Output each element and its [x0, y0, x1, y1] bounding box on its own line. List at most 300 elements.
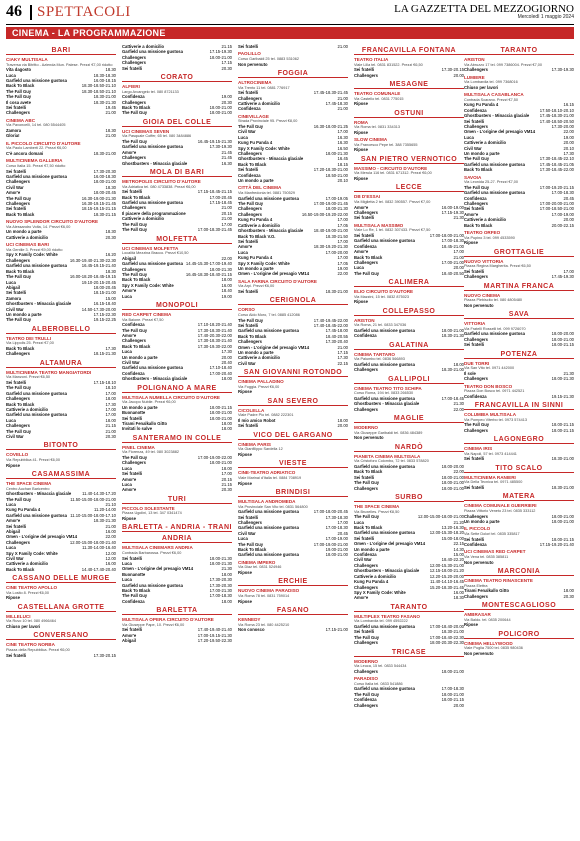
- film-showtimes: 17.00-18.30: [325, 525, 348, 531]
- film-title: Amor'e: [354, 249, 369, 255]
- cinema-address: Piazza Don Bosco tel. 0971 442521: [464, 389, 525, 394]
- city-heading: ALBEROBELLO: [6, 326, 116, 334]
- city-heading: BITONTO: [6, 442, 116, 450]
- film-row: [354, 486, 464, 491]
- issue-date: Mercoledì 1 maggio 2024: [517, 14, 574, 20]
- film-showtimes: 17.00-18.40-22.30: [429, 634, 464, 640]
- film-title: Sei fratelli: [238, 44, 259, 49]
- cinema-address: Corso Italia tel. 0833 541886: [354, 681, 403, 686]
- film-showtimes: 18.00: [221, 277, 232, 283]
- film-row: [464, 542, 574, 547]
- film-title: Abigail: [122, 638, 136, 644]
- film-title: The Fall Guy: [354, 691, 380, 697]
- film-showtimes: 18.00-21.30: [209, 266, 232, 272]
- film-title: Amor'e: [464, 211, 479, 217]
- cinema-address: Via Napoli, 57 tel. 0973 414441: [464, 451, 517, 456]
- film-row: [122, 638, 232, 643]
- film-title: Sei fratelli: [464, 456, 485, 462]
- film-row: [122, 161, 232, 166]
- film-row: [122, 294, 232, 299]
- film-title: The Fall Guy: [122, 227, 148, 233]
- film-title: Abigail: [6, 529, 20, 535]
- city-heading: BARLETTA - ANDRIA - TRANI: [122, 524, 232, 532]
- cinema-address: Via Foggia. Prezzi €6,00: [238, 384, 280, 389]
- city-heading: CASTELLANA GROTTE: [6, 604, 116, 612]
- film-showtimes: 18.30-21.15: [93, 211, 116, 217]
- city-heading: SAN SEVERO: [238, 398, 348, 406]
- film-showtimes: 11.50-15.00-18.00-21.00: [70, 496, 116, 502]
- city-heading: MONOPOLI: [122, 302, 232, 310]
- film-title: Garfield una missione gustosa: [238, 509, 299, 515]
- film-title: Back To Black: [6, 211, 35, 217]
- film-title: Garfield una missione gustosa: [122, 261, 183, 267]
- cinema-name: VITTORIA: [464, 321, 486, 327]
- film-row: [122, 227, 232, 232]
- film-title: Challengers: [464, 513, 488, 519]
- film-showtimes: 18.00-21.30: [209, 555, 232, 561]
- cinema-name: TEATRO ORFEO: [464, 230, 501, 236]
- film-showtimes: 20.30: [221, 65, 232, 71]
- film-title: Kung Fu Panda 4: [238, 140, 273, 146]
- film-showtimes: 21.00: [105, 428, 116, 434]
- film-title: Civil War: [238, 129, 256, 135]
- cinema-address: Via Miglietta 2 tel. 0832 390557. Prezzi €7,00: [354, 199, 431, 204]
- city-heading: FOGGIA: [238, 70, 348, 78]
- cinema-name: PAOLILLO: [238, 51, 261, 57]
- film-showtimes: 17.00-19.00-21.45: [313, 201, 348, 207]
- film-showtimes: 17.30-20.00: [551, 124, 574, 129]
- cinema-name: NUOVO CINEMA: [464, 292, 501, 298]
- film-row: [6, 151, 116, 156]
- cinema-address: Corso Roma, 194 tel. 0833 266530: [354, 391, 414, 396]
- film-title: Un mondo a parte: [464, 151, 500, 157]
- film-showtimes: 18.00-21.00: [441, 474, 464, 480]
- film-title: Un mondo a parte: [122, 404, 158, 410]
- film-title: Ghostbusters - Minaccia glaciale: [6, 491, 72, 497]
- film-row: [122, 110, 232, 115]
- film-showtimes: 17.30: [337, 355, 348, 361]
- cinema-name: ELIO CIRCUITO D'AUTORE: [354, 289, 414, 295]
- film-title: Omen - L'origine del presagio VM14: [6, 534, 78, 540]
- film-title: Sei fratelli: [354, 215, 375, 221]
- film-title: Sei fratelli: [6, 379, 27, 385]
- film-title: Ghostbusters - Minaccia glaciale: [238, 228, 304, 234]
- film-title: Garfield una missione gustosa: [6, 263, 67, 269]
- film-showtimes: 12.15-18.00-21.20: [429, 568, 464, 574]
- film-title: Sei fratelli: [122, 471, 143, 477]
- city-heading: ANDRIA: [122, 535, 232, 543]
- film-title: Confidenza: [238, 106, 261, 112]
- city-heading: CASSANO DELLE MURGE: [6, 575, 116, 583]
- film-showtimes: 18.30-21.50: [325, 233, 348, 239]
- cinema-name: CINEMA TEATRO RINASCENTE: [464, 578, 533, 584]
- cinema-address: Via Roma, 21 tel. 0833 347036: [354, 323, 407, 328]
- film-row: [122, 599, 232, 604]
- film-title: Ripose: [238, 570, 252, 575]
- film-showtimes: 17.00: [105, 412, 116, 418]
- cinema-name: CINEMA HELLYWOOD: [464, 640, 513, 646]
- film-row: [354, 595, 464, 600]
- film-title: Confidenza: [122, 94, 145, 100]
- film-title: Spy X Family Code: White: [238, 145, 290, 151]
- film-title: Ripose: [464, 622, 478, 628]
- cinema-name: AMBRASAR: [464, 612, 491, 618]
- cinema-name: MULTISALA NUMELLA CIRCUITO D'AUTORE: [122, 394, 220, 400]
- cinema-address: Via Bruxelles. Prezzi €8,50: [354, 509, 400, 514]
- cinema-name: CINEMA PARIS: [238, 441, 271, 447]
- cinema-address: Via Della Tecnica tel. 0971 485500: [464, 480, 523, 485]
- cinema-name: ROMA: [354, 119, 369, 125]
- film-showtimes: 17.30-18.30-21.40: [197, 327, 232, 333]
- cinema-name: MULTISALA MASSIMO: [354, 222, 404, 228]
- section-band-title: CINEMA - LA PROGRAMMAZIONE: [12, 28, 166, 38]
- city-heading: POTENZA: [464, 351, 574, 359]
- film-title: The Fall Guy: [6, 317, 32, 323]
- film-title: Civil War: [238, 530, 256, 536]
- film-showtimes: 21.15: [221, 482, 232, 488]
- film-showtimes: 17.45-18.30: [325, 101, 348, 106]
- film-title: Kung Fu Panda 4: [238, 255, 273, 261]
- film-title: Garfield una missione gustosa: [122, 200, 183, 206]
- film-title: Challengers: [464, 336, 488, 342]
- film-row: [354, 271, 464, 276]
- film-title: Cattiverie a domicilio: [238, 222, 281, 228]
- film-showtimes: 17.40-19.40-21.40: [197, 627, 232, 633]
- film-showtimes: 18.30-21.00: [325, 288, 348, 294]
- film-showtimes: 21.00: [337, 106, 348, 112]
- film-row: [354, 703, 464, 708]
- film-showtimes: 18.15-21.00: [93, 290, 116, 296]
- film-showtimes: 18.00-21.00: [441, 480, 464, 486]
- film-title: The Fall Guy: [354, 480, 380, 486]
- film-title: Challengers: [354, 485, 378, 491]
- film-showtimes: 17.15-19.30: [209, 49, 232, 55]
- film-showtimes: 18.00-21.00: [93, 179, 116, 185]
- film-title: Ghostbusters - Minaccia glaciale: [122, 376, 188, 382]
- film-showtimes: 17.30-19.30: [209, 144, 232, 150]
- film-showtimes: 18.40-22.20: [441, 557, 464, 563]
- cinema-name: CINEMA PALLADINO: [238, 379, 284, 385]
- film-showtimes: 17.10-18.40: [209, 365, 232, 371]
- cinema-name: THE SPACE CINEMA: [6, 481, 52, 486]
- film-showtimes: 18.15-19.15-21.15: [81, 206, 116, 212]
- film-title: Sei fratelli: [122, 627, 143, 633]
- film-title: Sei fratelli: [354, 474, 375, 480]
- film-showtimes: 20.00-22.15: [551, 222, 574, 228]
- film-title: Challengers: [354, 668, 378, 674]
- film-showtimes: 17.30-19.30-22.00: [197, 343, 232, 349]
- film-row: [238, 423, 348, 428]
- film-title: Garfield una missione gustosa: [464, 161, 525, 167]
- cinema-address: Via Ruvo 10 tel. 080 4966464: [6, 619, 56, 624]
- cinema-address: Piazza Vittorio Veneto 23 tel. 0835 333112: [464, 509, 536, 514]
- film-showtimes: 17.15-22.30: [93, 311, 116, 317]
- film-showtimes: 16.45-18.30-18.40-21.15: [185, 271, 232, 277]
- film-title: Sei fratelli: [354, 629, 375, 635]
- film-title: Back To Black: [122, 194, 151, 200]
- city-heading: COLLEPASSO: [354, 308, 464, 316]
- film-showtimes: 17.00: [105, 390, 116, 396]
- film-showtimes: 21.20: [453, 519, 464, 525]
- film-showtimes: 17.45-19.30: [551, 274, 574, 280]
- film-showtimes: 18.00-21.00: [551, 513, 574, 519]
- film-showtimes: 20.10: [337, 178, 348, 184]
- film-title: Back To Black: [354, 469, 383, 475]
- film-showtimes: 17.15: [337, 349, 348, 355]
- film-showtimes: 12.00: [105, 550, 116, 556]
- film-title: Amor'e: [354, 204, 369, 210]
- film-row: [122, 66, 232, 71]
- cinema-address: Via Provinciale San Vito tel. 0831 564800: [238, 504, 308, 509]
- film-title: Back To Black: [354, 254, 383, 260]
- film-title: Sei fratelli: [238, 238, 259, 244]
- city-heading: BRINDISI: [238, 489, 348, 497]
- film-title: Challengers: [354, 72, 378, 78]
- film-title: Challengers: [6, 351, 30, 357]
- film-title: The Fall Guy: [122, 271, 148, 277]
- film-title: Garfield una missione gustosa: [238, 195, 299, 201]
- film-showtimes: 21.00: [453, 254, 464, 260]
- film-showtimes: 22.00: [337, 271, 348, 277]
- cinema-name: UCI CINEMAS MOLFETTA: [122, 245, 179, 251]
- cinema-address: Via Jacopo Nubile. Prezzi €6,00: [122, 400, 176, 405]
- film-showtimes: 19.45: [105, 105, 116, 111]
- film-title: Ghostbusters - Minaccia glaciale: [464, 113, 530, 119]
- film-showtimes: 18.00: [221, 421, 232, 426]
- film-showtimes: 20.00: [221, 354, 232, 360]
- film-row: [238, 44, 348, 49]
- film-showtimes: 22.00: [105, 534, 116, 540]
- film-title: Cattiverie a domicilio: [464, 140, 507, 146]
- film-showtimes: 17.05: [337, 260, 348, 266]
- film-showtimes: 16.50: [337, 145, 348, 151]
- film-row: [464, 376, 574, 381]
- film-title: Abigail: [6, 284, 20, 290]
- film-title: Zamora: [6, 295, 22, 301]
- cinema-name: COVELLO: [6, 452, 29, 458]
- film-row: [122, 426, 232, 431]
- film-row: [6, 212, 116, 217]
- film-title: Sei fratelli: [464, 118, 485, 124]
- film-title: Civil War: [6, 556, 24, 562]
- cinema-address: Via Roma tel. 0831 334313: [354, 125, 400, 130]
- listing-column-5: [464, 44, 574, 834]
- film-showtimes: 17.00: [337, 238, 348, 244]
- film-row: [354, 73, 464, 78]
- film-title: Sei fratelli: [6, 652, 27, 658]
- city-heading: FRANCAVILLA FONTANA: [354, 47, 464, 55]
- film-title: Ghostbusters - Minaccia glaciale: [122, 160, 188, 166]
- film-showtimes: 19.15-22.25: [93, 317, 116, 323]
- city-heading: SAN PIETRO VERNOTICO: [354, 156, 464, 164]
- city-heading: CASAMASSIMA: [6, 471, 116, 479]
- film-showtimes: 22.00: [221, 255, 232, 261]
- film-showtimes: 18.00-21.00: [441, 691, 464, 697]
- cinema-address: Viale Lilla tel. 0831 831522. Prezzi €6,50: [354, 62, 423, 67]
- film-showtimes: 17.30-20.30: [93, 168, 116, 174]
- film-title: The Fall Guy: [6, 88, 32, 94]
- film-row: [6, 133, 116, 138]
- section-title: SPETTACOLI: [37, 4, 131, 20]
- film-showtimes: 11.30-14.00-16.40: [82, 545, 116, 551]
- film-title: Amor'e: [122, 288, 137, 294]
- city-heading: BARI: [6, 47, 116, 55]
- film-title: The Fall Guy: [6, 195, 32, 201]
- film-showtimes: 18.30: [105, 128, 116, 134]
- film-title: Garfield una missione gustosa: [354, 464, 415, 469]
- film-row: [238, 599, 348, 604]
- film-title: Omen - L'origine del presagio VM14: [122, 566, 194, 572]
- film-showtimes: 17.45-18.30-21.00: [539, 113, 574, 119]
- film-showtimes: 17.20-18.30-21.00: [313, 167, 348, 173]
- cinema-address: Via Giuseppe Pape, 10. Prezzi €6,00: [122, 622, 185, 627]
- film-title: Luca: [122, 482, 132, 488]
- film-showtimes: 17.00-21.00: [441, 260, 464, 265]
- city-heading: POLICORO: [464, 631, 574, 639]
- cinema-name: ARISTON: [464, 57, 485, 62]
- cinema-name: CINE TEATRO NORBA: [6, 642, 55, 648]
- film-title: Amor'e: [122, 149, 137, 155]
- film-title: Garfield una missione gustosa: [354, 328, 415, 333]
- film-showtimes: 18.30-19.20-21.30: [313, 244, 348, 250]
- film-title: The Fall Guy: [464, 184, 490, 190]
- film-showtimes: 18.00-20.30-22.30: [429, 640, 464, 646]
- film-title: Sei fratelli: [464, 342, 485, 348]
- city-heading: TITO SCALO: [464, 465, 574, 473]
- film-title: Confidenza: [122, 370, 145, 376]
- film-showtimes: 17.00-19.00: [551, 211, 574, 217]
- listing-column-4: [354, 44, 464, 834]
- film-row: [464, 303, 574, 308]
- film-showtimes: 14.40-17.40-20.40: [81, 566, 116, 572]
- film-title: Cattiverie a domicilio: [238, 101, 281, 106]
- film-title: Ripose: [464, 240, 478, 246]
- film-title: Sei fratelli: [464, 206, 485, 212]
- film-showtimes: 20.30: [221, 487, 232, 493]
- film-showtimes: 18.30: [105, 229, 116, 235]
- cinema-address: Via Pompeo Viterbo tel. 0973 574413: [464, 417, 527, 422]
- film-showtimes: 18.00-21.00: [209, 105, 232, 111]
- cinema-name: CINE TEATRO APOLLO: [6, 585, 58, 591]
- film-showtimes: 21.30: [221, 566, 232, 572]
- film-showtimes: 17.00-21.30: [209, 588, 232, 594]
- film-showtimes: 18.00-21.30: [209, 561, 232, 567]
- film-showtimes: 17.30-19.30: [551, 67, 574, 73]
- film-title: Garfield una missione gustosa: [354, 362, 415, 367]
- film-showtimes: 18.00-21.15: [209, 404, 232, 410]
- film-showtimes: 12.00-15.00-18.00-21.00: [417, 514, 464, 520]
- film-showtimes: 17.00-19.15-21.30: [197, 632, 232, 638]
- film-showtimes: 18.00-21.30: [325, 206, 348, 212]
- cinema-name: SALA FARINA CIRCUITO D'AUTORE: [238, 278, 317, 284]
- film-showtimes: 18.00-20.45: [93, 190, 116, 196]
- film-showtimes: 18.00-21.00: [441, 485, 464, 491]
- cinema-name: NUOVO CINEMA PARADISO: [238, 588, 300, 594]
- film-title: Sei fratelli: [122, 189, 143, 195]
- film-showtimes: 21.00: [337, 344, 348, 350]
- page-number-divider: [30, 5, 32, 20]
- cinema-name: CINEMA TEATRO TITO SCHIPA: [354, 385, 422, 391]
- city-heading: TRICASE: [354, 649, 464, 657]
- film-showtimes: 17.40-18.45-22.00: [313, 322, 348, 328]
- city-heading: MARTINA FRANCA: [464, 283, 574, 291]
- film-title: Challengers: [354, 367, 378, 373]
- film-title: Garfield una missione gustosa: [122, 582, 183, 588]
- film-title: Confidenza: [464, 542, 487, 548]
- film-title: Luca: [6, 279, 16, 285]
- film-row: [354, 407, 464, 412]
- film-title: Luca: [6, 545, 16, 551]
- cinema-name: SLOW CINEMA: [354, 137, 388, 143]
- film-showtimes: 16.00: [221, 282, 232, 288]
- film-showtimes: 22.00: [453, 469, 464, 475]
- film-showtimes: 18.00: [105, 396, 116, 402]
- cinema-name: CINEMA IMPERO: [238, 559, 276, 565]
- film-showtimes: 17.15-21.00: [325, 627, 348, 633]
- film-title: Cattiverie a domicilio: [6, 561, 49, 567]
- film-showtimes: 22.15: [337, 360, 348, 366]
- film-title: Kung Fu Panda 4: [238, 217, 273, 223]
- header-rule: [6, 24, 574, 25]
- cinema-address: Piazza Elettra: [464, 583, 488, 588]
- cinema-address: Piazza della Repubblica. Prezzi €6,00: [6, 648, 70, 653]
- film-title: Garfield una missione gustosa: [238, 328, 299, 334]
- film-title: Tirami Fenalkallo Gitto: [122, 421, 168, 426]
- film-showtimes: 17.15-18.10: [93, 379, 116, 385]
- film-title: The Fall Guy: [464, 156, 490, 162]
- film-showtimes: 14.45-15.30-17.00-19.40: [185, 261, 232, 267]
- film-row: [354, 435, 464, 440]
- city-heading: CONVERSANO: [6, 632, 116, 640]
- film-showtimes: 20.00: [337, 423, 348, 429]
- city-heading: SAN GIOVANNI ROTONDO: [238, 369, 348, 377]
- cinema-address: Strada Provinciale 95. Prezzi €8,00: [238, 119, 298, 124]
- film-showtimes: 17.00: [221, 221, 232, 227]
- film-title: Sei fratelli: [464, 485, 485, 491]
- cinema-name: MODERNO: [354, 658, 378, 664]
- film-row: [354, 299, 464, 304]
- film-showtimes: 20.45: [563, 195, 574, 201]
- film-title: Sei fratelli: [354, 232, 375, 238]
- film-showtimes: 12.00-15.30-21.00: [429, 562, 464, 568]
- film-showtimes: 17.00-18.00-20.45: [313, 509, 348, 515]
- film-title: The Fall Guy: [238, 541, 264, 547]
- film-row: [464, 274, 574, 279]
- city-heading: FASANO: [238, 607, 348, 615]
- film-row: [6, 110, 116, 115]
- film-title: Chiuso per lavori: [464, 84, 499, 90]
- cinema-address: Via Castello tel. 0831 775015: [354, 96, 404, 101]
- film-title: Luca: [122, 465, 132, 471]
- film-showtimes: 21.00: [105, 110, 116, 116]
- film-title: Challengers: [122, 54, 146, 60]
- film-showtimes: 18.00: [337, 417, 348, 423]
- film-showtimes: 17.10-18.20-21.40: [197, 322, 232, 328]
- film-showtimes: 20.00: [453, 265, 464, 271]
- film-title: Luca: [122, 577, 132, 583]
- film-row: [238, 570, 348, 575]
- film-title: Spy X Family Code: White: [6, 550, 58, 556]
- film-title: Back To Black: [6, 268, 35, 274]
- cinema-name: MULTISALA CASABLANCA: [464, 92, 524, 98]
- film-title: The Fall Guy: [122, 139, 148, 145]
- film-title: Un mondo a parte: [464, 519, 500, 525]
- film-row: [122, 487, 232, 492]
- city-heading: NARDÒ: [354, 444, 464, 452]
- film-title: Civil War: [6, 434, 24, 439]
- film-title: Non pervenuto: [238, 61, 268, 67]
- film-showtimes: 20.30: [105, 234, 116, 240]
